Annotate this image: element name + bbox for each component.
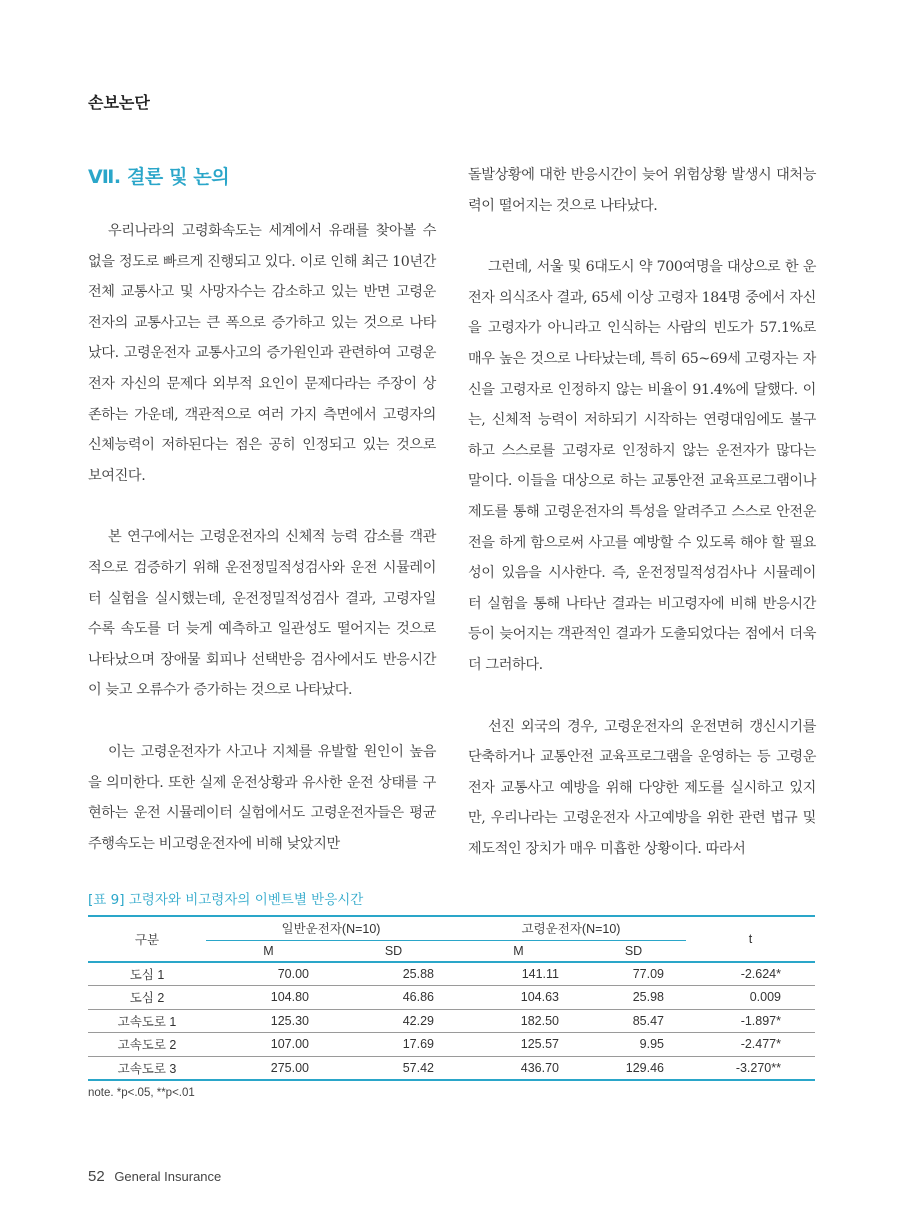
header-m: M [206, 940, 331, 962]
running-header: 손보논단 [88, 93, 150, 112]
header-group-elderly: 고령운전자(N=10) [456, 916, 686, 940]
cell-value: 182.50 [456, 1009, 581, 1033]
cell-t: -3.270** [686, 1056, 815, 1080]
cell-value: 85.47 [581, 1009, 686, 1033]
table-row [88, 986, 815, 1010]
paragraph: 본 연구에서는 고령운전자의 신체적 능력 감소를 객관적으로 검증하기 위해 운전정밀적성검사와 운전 시뮬레이터 실험을 실시했는데, 운전정밀적성검사 결과, 고령자일수록 속도를 더 늦게 예측하고 일관성도 떨어지는 것으로 나타났으며 장애물 회피나 선택반응 검사에서도 반응시간이 늦고 오류수가 증가하는 것으로 나타났다. [88, 529, 436, 699]
paragraph: 선진 외국의 경우, 고령운전자의 운전면허 갱신시기를 단축하거나 교통안전 교육프로그램을 운영하는 등 고령운전자 교통사고 예방을 위해 다양한 제도를 실시하고 있지만, 우리나라는 고령운전자 사고예방을 위한 관련 법규 및 제도적인 장치가 매우 미흡한 상황이다. 따라서 [468, 718, 816, 857]
table-row [88, 1056, 815, 1080]
publication-name: General Insurance [114, 1169, 222, 1184]
table-caption: [표 9] 고령자와 비고령자의 이벤트별 반응시간 [88, 892, 364, 908]
cell-value: 275.00 [206, 1056, 331, 1080]
header-category: 구분 [88, 916, 206, 962]
header-m: M [456, 940, 581, 962]
cell-t: -1.897* [686, 1009, 815, 1033]
table-row [88, 1009, 815, 1033]
page-footer [88, 1168, 221, 1185]
cell-t: -2.477* [686, 1033, 815, 1057]
cell-value: 25.98 [581, 986, 686, 1010]
table-row [88, 1033, 815, 1057]
cell-value: 70.00 [206, 962, 331, 986]
cell-t: 0.009 [686, 986, 815, 1010]
cell-value: 57.42 [331, 1056, 456, 1080]
header-t: t [686, 916, 815, 962]
paragraph: 그런데, 서울 및 6대도시 약 700여명을 대상으로 한 운전자 의식조사 결과, 65세 이상 고령자 184명 중에서 자신을 고령자가 아니라고 인식하는 사람의 빈도가 57.1%로 매우 높은 것으로 나타났는데, 특히 65~69세 고령자는 자신을 고령자로 인정하지 않는 비율이 91.4%에 달했다. 이는, 신체적 능력이 저하되기 시작하는 연령대임에도 불구하고 스스로를 고령자로 인정하지 않는 운전자가 많다는 말이다. 이들을 대상으로 하는 교통안전 교육프로그램이나 제도를 통해 고령운전자의 특성을 알려주고 스스로 안전운전을 하게 함으로써 사고를 예방할 수 있도록 해야 할 필요성이 있음을 시사한다. 즉, 운전정밀적성검사나 시뮬레이터 실험을 통해 나타난 결과는 비고령자에 비해 반응시간 등이 늦어지는 객관적인 결과가 도출되었다는 점에서 더욱더 그러하다. [468, 259, 816, 673]
cell-value: 104.80 [206, 986, 331, 1010]
table-row [88, 962, 815, 986]
cell-value: 436.70 [456, 1056, 581, 1080]
page-number: 52 [88, 1168, 105, 1185]
left-column [88, 160, 436, 890]
cell-value: 25.88 [331, 962, 456, 986]
cell-category: 고속도로 2 [88, 1033, 206, 1057]
cell-value: 107.00 [206, 1033, 331, 1057]
paragraph: 우리나라의 고령화속도는 세계에서 유래를 찾아볼 수 없을 정도로 빠르게 진행되고 있다. 이로 인해 최근 10년간 전체 교통사고 및 사망자수는 감소하고 있는 반면 고령운전자의 교통사고는 큰 폭으로 증가하고 있는 것으로 나타났다. 고령운전자 교통사고의 증가원인과 관련하여 고령운전자 자신의 문제다 외부적 요인이 문제다라는 주장이 상존하는 가운데, 객관적으로 여러 가지 측면에서 고령자의 신체능력이 저하된다는 점은 공히 인정되고 있는 것으로 보여진다. [88, 223, 436, 484]
cell-value: 42.29 [331, 1009, 456, 1033]
reaction-time-table [88, 915, 815, 1081]
cell-value: 125.57 [456, 1033, 581, 1057]
cell-category: 도심 2 [88, 986, 206, 1010]
cell-value: 125.30 [206, 1009, 331, 1033]
cell-value: 129.46 [581, 1056, 686, 1080]
cell-category: 고속도로 1 [88, 1009, 206, 1033]
section-title: Ⅶ. 결론 및 논의 [88, 166, 230, 188]
cell-value: 104.63 [456, 986, 581, 1010]
cell-value: 17.69 [331, 1033, 456, 1057]
table-note: note. *p<.05, **p<.01 [88, 1087, 195, 1099]
paragraph: 이는 고령운전자가 사고나 지체를 유발할 원인이 높음을 의미한다. 또한 실제 운전상황과 유사한 운전 상태를 구현하는 운전 시뮬레이터 실험에서도 고령운전자들은 평균 주행속도는 비고령운전자에 비해 낮았지만 [88, 743, 436, 852]
header-sd: SD [581, 940, 686, 962]
cell-t: -2.624* [686, 962, 815, 986]
header-sd: SD [331, 940, 456, 962]
cell-category: 도심 1 [88, 962, 206, 986]
header-group-general: 일반운전자(N=10) [206, 916, 456, 940]
cell-value: 9.95 [581, 1033, 686, 1057]
cell-value: 46.86 [331, 986, 456, 1010]
right-column [468, 160, 816, 895]
cell-category: 고속도로 3 [88, 1056, 206, 1080]
cell-value: 141.11 [456, 962, 581, 986]
cell-value: 77.09 [581, 962, 686, 986]
paragraph-continuation: 돌발상황에 대한 반응시간이 늦어 위험상황 발생시 대처능력이 떨어지는 것으로 나타났다. [468, 167, 816, 214]
